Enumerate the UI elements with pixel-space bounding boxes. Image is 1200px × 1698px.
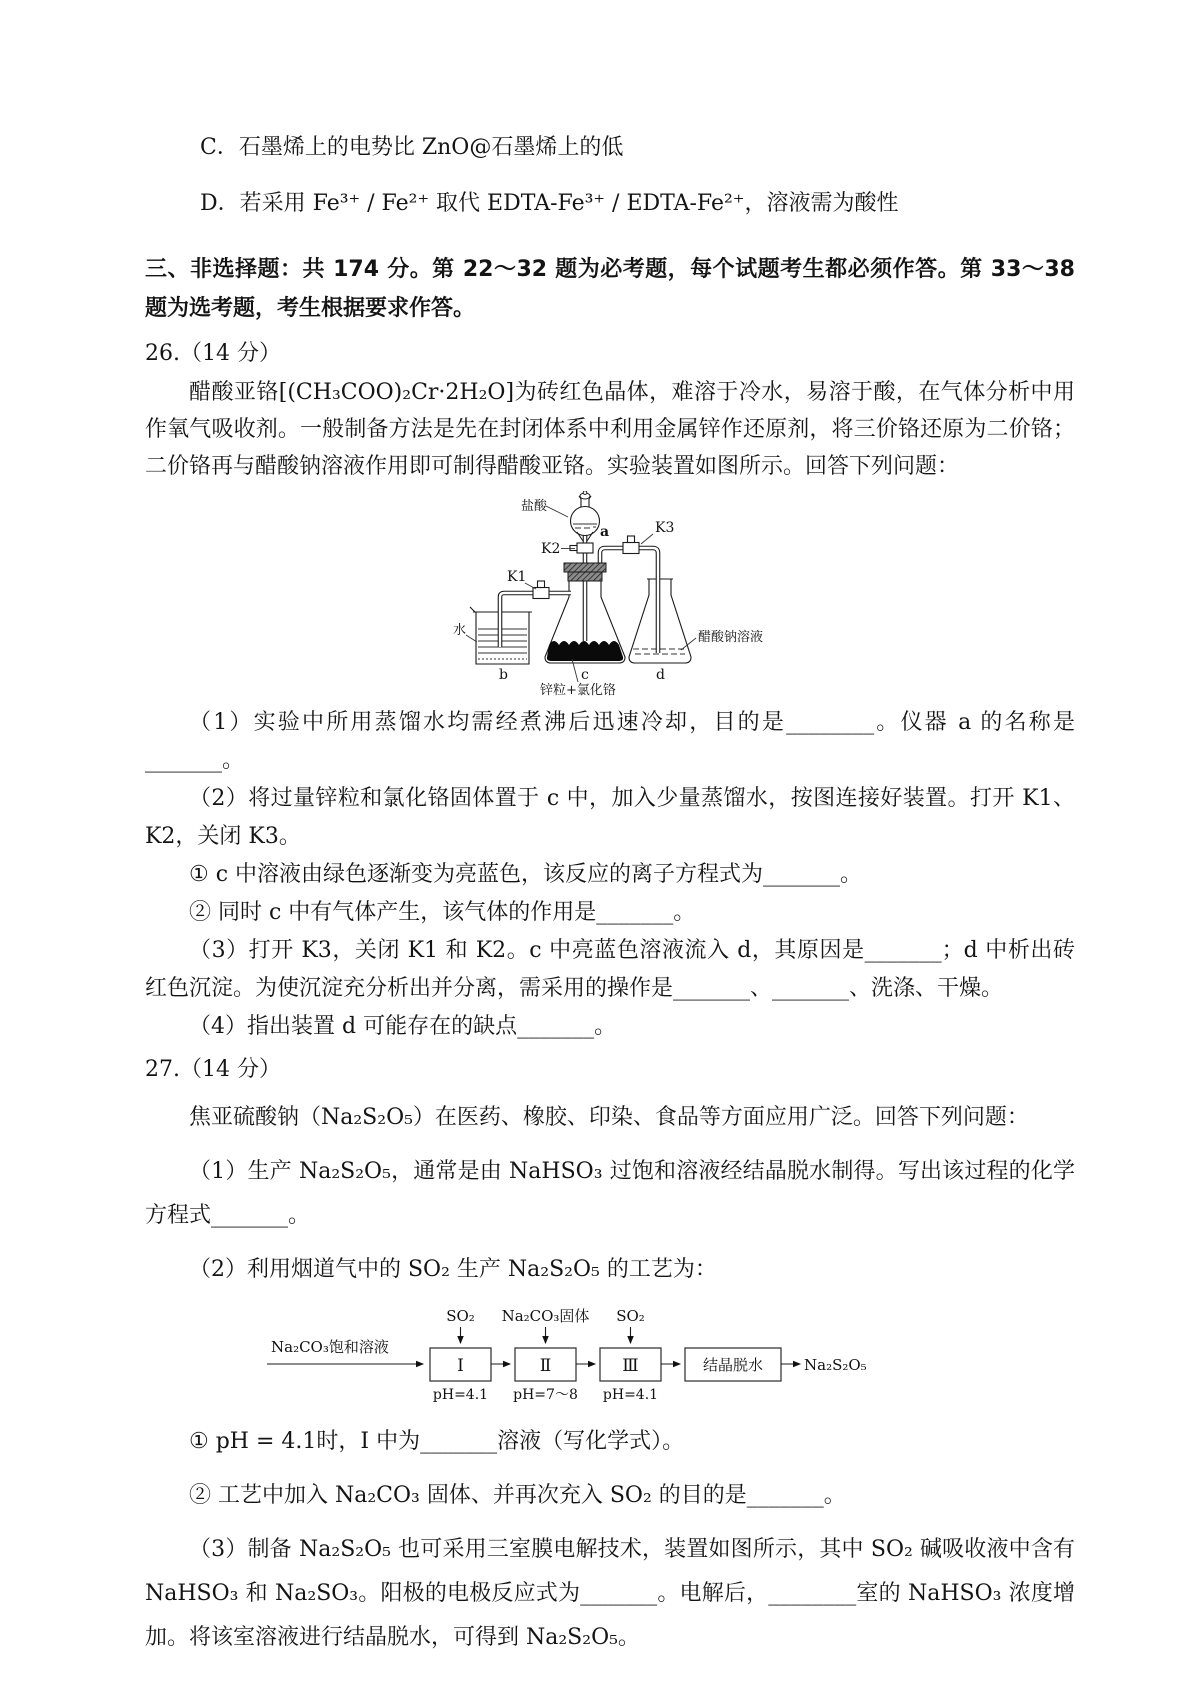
q27-flow-figure [263,1302,975,1410]
option-c: C．石墨烯上的电势比 ZnO@石墨烯上的低 [200,135,624,160]
stopcock-k3 [623,536,639,554]
separating-funnel [571,491,600,541]
q26-sub2-1: ① c 中溶液由绿色逐渐变为亮蓝色，该反应的离子方程式为_______。 [189,862,863,887]
q27-number: 27.（14 分） [145,1057,281,1082]
question-26 [145,334,1075,1046]
q26-sub2: （2）将过量锌粒和氯化铬固体置于 c 中，加入少量蒸馏水，按图连接好装置。打开 K1、K2，关闭 K3。 [145,786,1075,849]
flow-feed-1-label: SO₂ [446,1307,475,1325]
flask-c-solid [547,641,623,661]
stopcock-k2 [570,543,593,553]
k1-leader [525,583,536,589]
question-27 [145,1050,1075,1660]
q27-sub2: （2）利用烟道气中的 SO₂ 生产 Na₂S₂O₅ 的工艺为： [189,1257,717,1282]
k3-label: K3 [655,520,675,536]
k3-leader [641,534,653,544]
section-3-header: 三、非选择题：共 174 分。第 22～32 题为必考题，每个试题考生都必须作答。第 33～38 题为选考题，考生根据要求作答。 [145,257,1075,321]
q27-sub2-2: ② 工艺中加入 Na₂CO₃ 固体、并再次充入 SO₂ 的目的是_______。 [189,1483,846,1508]
flow-ph-3-label: pH=4.1 [602,1387,659,1403]
q26-number: 26.（14 分） [145,341,281,366]
q27-intro: 焦亚硫酸钠（Na₂S₂O₅）在医药、橡胶、印染、食品等方面应用广泛。回答下列问题： [189,1105,1029,1130]
q27-sub2-1: ① pH = 4.1时，I 中为_______溶液（写化学式）。 [189,1429,685,1454]
flow-feed-2-label: Na₂CO₃固体 [501,1307,590,1325]
flow-box-4-label: 结晶脱水 [702,1356,764,1374]
flow-box-1-label: Ⅰ [457,1356,464,1376]
flow-input-label: Na₂CO₃饱和溶液 [271,1338,389,1356]
option-d: D．若采用 Fe³⁺ / Fe²⁺ 取代 EDTA-Fe³⁺ / EDTA-Fe²⁺，溶液需为酸性 [200,191,899,216]
k1-label: K1 [507,569,527,585]
naac-solution-label: 醋酸钠溶液 [698,630,764,645]
water-label: 水 [453,623,467,638]
vessel-d-label: d [656,667,665,683]
zinc-label: 锌粒+氯化铬 [540,683,616,696]
q26-sub2-2: ② 同时 c 中有气体产生，该气体的作用是_______。 [189,900,696,925]
flow-output-label: Na₂S₂O₅ [804,1356,867,1374]
flow-ph-2-label: pH=7～8 [513,1387,578,1403]
q26-apparatus-figure [445,491,790,702]
q26-sub4: （4）指出装置 d 可能存在的缺点_______。 [189,1014,617,1039]
q27-sub3: （3）制备 Na₂S₂O₅ 也可采用三室膜电解技术，装置如图所示，其中 SO₂ 碱吸收液中含有 NaHSO₃ 和 Na₂SO₃。阳极的电极反应式为_______。电解后，________室的 NaHSO₃ 浓度增加。将该室溶液进行结晶脱水，可得到 Na₂S₂O₅。 [145,1537,1075,1650]
q26-sub1: （1）实验中所用蒸馏水均需经煮沸后迅速冷却，目的是________。仪器 a 的名称是_______。 [145,710,1075,773]
q26-sub3: （3）打开 K3，关闭 K1 和 K2。c 中亮蓝色溶液流入 d，其原因是_______；d 中析出砖红色沉淀。为使沉淀充分析出并分离，需采用的操作是_______、_______、洗涤、干燥。 [145,938,1075,1001]
flow-box-2-label: Ⅱ [539,1356,552,1376]
q26-intro: 醋酸亚铬[(CH₃COO)₂Cr·2H₂O]为砖红色晶体，难溶于冷水，易溶于酸，在气体分析中用作氧气吸收剂。一般制备方法是先在封闭体系中利用金属锌作还原剂，将三价铬还原为二价铬；二价铬再与醋酸钠溶液作用即可制得醋酸亚铬。实验装置如图所示。回答下列问题： [145,380,1075,479]
q27-sub1: （1）生产 Na₂S₂O₅，通常是由 NaHSO₃ 过饱和溶液经结晶脱水制得。写出该过程的化学方程式_______。 [145,1159,1075,1228]
beaker-water [478,629,527,659]
flow-feed-3-label: SO₂ [616,1307,645,1325]
stopcock-k1 [533,581,549,599]
hcl-leader [546,506,568,517]
flow-box-3-label: Ⅲ [622,1356,639,1376]
hcl-label: 盐酸 [521,499,548,514]
vessel-b-label: b [499,667,508,683]
flow-diagram [263,1302,975,1404]
flow-ph-1-label: pH=4.1 [432,1387,489,1403]
rubber-stopper [564,563,606,581]
apparatus-diagram [445,491,790,696]
vessel-c-label: c [581,667,589,683]
instrument-a-label: a [600,524,610,540]
k2-label: K2 [541,541,561,557]
water-leader [466,635,477,642]
